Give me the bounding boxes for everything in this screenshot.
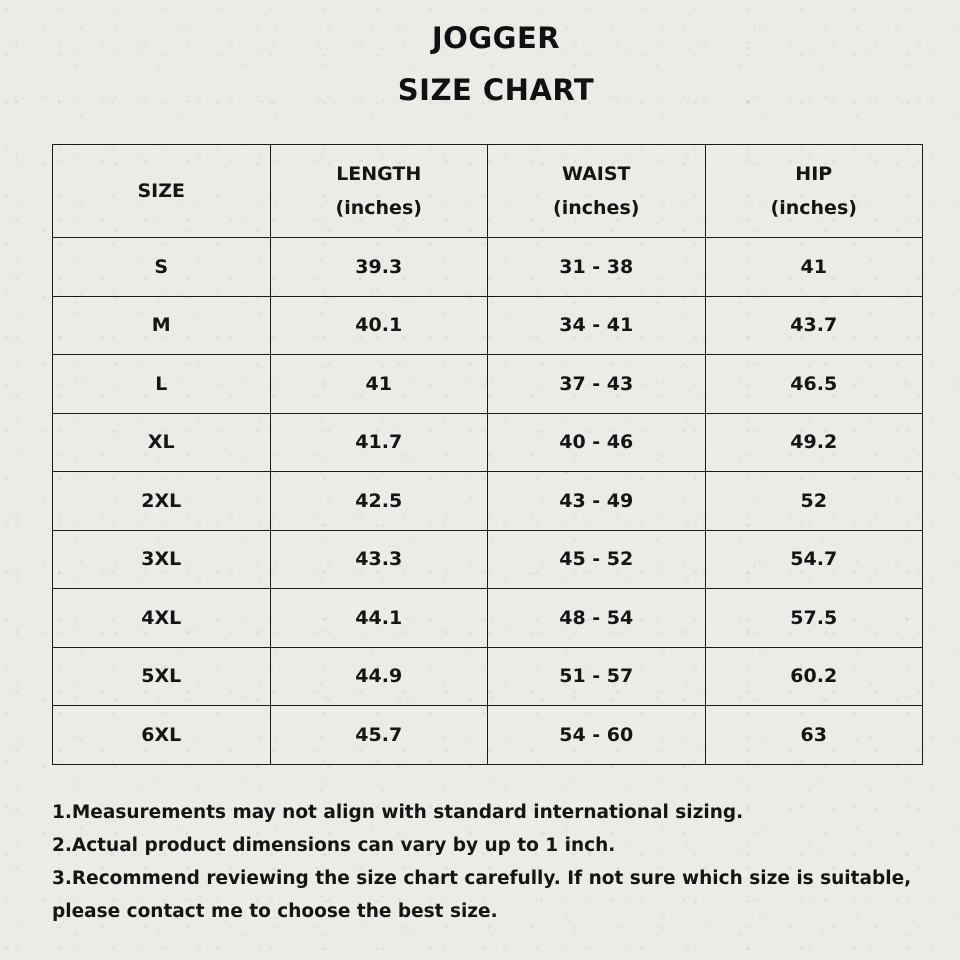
cell-hip: 43.7 <box>705 296 923 355</box>
notes <box>52 796 942 928</box>
table-row <box>53 296 923 355</box>
cell-size: 4XL <box>53 589 271 648</box>
cell-size: 5XL <box>53 647 271 706</box>
cell-hip: 41 <box>705 238 923 297</box>
cell-hip: 57.5 <box>705 589 923 648</box>
chart-subtitle: SIZE CHART <box>397 73 595 107</box>
cell-waist: 31 - 38 <box>488 238 706 297</box>
cell-length: 42.5 <box>270 472 488 531</box>
header-hip <box>705 145 923 238</box>
header-waist-unit: (inches) <box>553 197 640 219</box>
cell-hip: 52 <box>705 472 923 531</box>
table-row <box>53 589 923 648</box>
cell-length: 41 <box>270 355 488 414</box>
cell-size: 2XL <box>53 472 271 531</box>
header-hip-unit: (inches) <box>770 197 857 219</box>
cell-hip: 60.2 <box>705 647 923 706</box>
table-row <box>53 530 923 589</box>
header-hip-label: HIP <box>795 163 833 185</box>
header-length <box>270 145 488 238</box>
header-length-unit: (inches) <box>335 197 422 219</box>
cell-size: L <box>53 355 271 414</box>
cell-hip: 63 <box>705 706 923 765</box>
cell-waist: 51 - 57 <box>488 647 706 706</box>
note-item: please contact me to choose the best size. <box>52 901 498 922</box>
cell-length: 40.1 <box>270 296 488 355</box>
header-size <box>53 145 271 238</box>
cell-length: 39.3 <box>270 238 488 297</box>
cell-size: 6XL <box>53 706 271 765</box>
cell-waist: 34 - 41 <box>488 296 706 355</box>
cell-size: 3XL <box>53 530 271 589</box>
cell-size: M <box>53 296 271 355</box>
cell-length: 44.9 <box>270 647 488 706</box>
size-table <box>52 144 923 765</box>
table-row <box>53 355 923 414</box>
table-row <box>53 238 923 297</box>
cell-length: 44.1 <box>270 589 488 648</box>
table-header-row <box>53 145 923 238</box>
cell-waist: 48 - 54 <box>488 589 706 648</box>
cell-waist: 43 - 49 <box>488 472 706 531</box>
header-waist-label: WAIST <box>561 163 631 185</box>
header-size-label: SIZE <box>137 180 185 202</box>
cell-waist: 54 - 60 <box>488 706 706 765</box>
table-row <box>53 472 923 531</box>
note-item: 2.Actual product dimensions can vary by up to 1 inch. <box>52 835 616 856</box>
cell-hip: 49.2 <box>705 413 923 472</box>
table-row <box>53 413 923 472</box>
chart-title: JOGGER <box>431 21 561 55</box>
header-waist <box>488 145 706 238</box>
table-row <box>53 706 923 765</box>
cell-hip: 54.7 <box>705 530 923 589</box>
cell-waist: 40 - 46 <box>488 413 706 472</box>
cell-hip: 46.5 <box>705 355 923 414</box>
cell-waist: 37 - 43 <box>488 355 706 414</box>
cell-size: S <box>53 238 271 297</box>
cell-waist: 45 - 52 <box>488 530 706 589</box>
cell-length: 41.7 <box>270 413 488 472</box>
header-length-label: LENGTH <box>336 163 422 185</box>
table-row <box>53 647 923 706</box>
cell-length: 45.7 <box>270 706 488 765</box>
cell-size: XL <box>53 413 271 472</box>
note-item: 3.Recommend reviewing the size chart carefully. If not sure which size is suitable, <box>52 868 912 889</box>
note-item: 1.Measurements may not align with standard international sizing. <box>52 802 744 823</box>
cell-length: 43.3 <box>270 530 488 589</box>
